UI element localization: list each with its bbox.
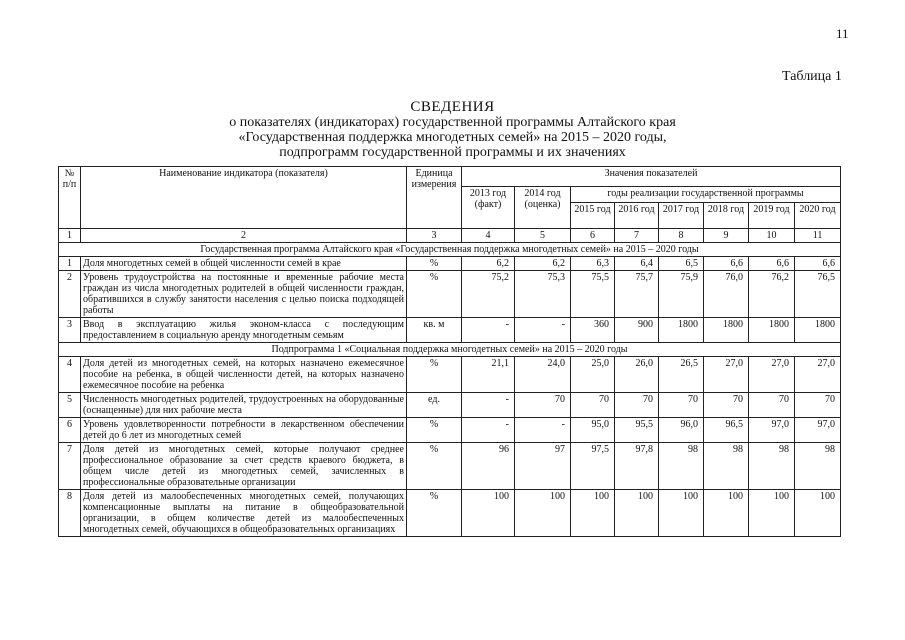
value-cell: 98 <box>704 443 749 490</box>
page-number: 11 <box>836 26 849 41</box>
value-cell: 98 <box>659 443 704 490</box>
value-cell: 26,5 <box>659 357 704 393</box>
header-2020: 2020 год <box>795 203 841 229</box>
value-cell: 75,7 <box>615 271 659 318</box>
value-cell: 97,0 <box>749 418 795 443</box>
title-line-4: подпрограмм государственной программы и их значениях <box>279 145 626 160</box>
value-cell: 360 <box>571 318 615 343</box>
title-line-3: «Государственная поддержка многодетных семей» на 2015 – 2020 годы, <box>238 130 667 145</box>
value-cell: 100 <box>704 490 749 537</box>
row-number: 6 <box>59 418 81 443</box>
table-row <box>59 318 841 343</box>
value-cell: 70 <box>515 393 571 418</box>
column-number: 1 <box>59 229 81 243</box>
table-row <box>59 393 841 418</box>
header-2019: 2019 год <box>749 203 795 229</box>
unit-cell: % <box>407 271 462 318</box>
unit-cell: кв. м <box>407 318 462 343</box>
value-cell: 96,0 <box>659 418 704 443</box>
column-number: 4 <box>462 229 515 243</box>
indicator-name: Уровень удовлетворенности потребности в лекарственном обеспечении детей до 6 лет из многодетных семей <box>81 418 407 443</box>
unit-cell: % <box>407 443 462 490</box>
value-cell: 95,5 <box>615 418 659 443</box>
section-title: Государственная программа Алтайского края «Государственная поддержка многодетных семей» на 2015 – 2020 годы <box>59 243 841 257</box>
value-cell: 6,4 <box>615 257 659 271</box>
value-cell: 75,9 <box>659 271 704 318</box>
column-number: 11 <box>795 229 841 243</box>
table-row <box>59 418 841 443</box>
value-cell: 1800 <box>749 318 795 343</box>
header-2013: 2013 год (факт) <box>462 187 515 229</box>
value-cell: 98 <box>795 443 841 490</box>
value-cell: 75,5 <box>571 271 615 318</box>
indicator-name: Доля детей из многодетных семей, которые получают среднее профессиональное образование за счет средств краевого бюджета, в общем числе детей из многодетных семей, зачисленных в профессиональные образовательные организации <box>81 443 407 490</box>
value-cell: 70 <box>659 393 704 418</box>
table-row <box>59 357 841 393</box>
header-2018: 2018 год <box>704 203 749 229</box>
value-cell: 6,2 <box>515 257 571 271</box>
value-cell: 25,0 <box>571 357 615 393</box>
value-cell: - <box>462 318 515 343</box>
value-cell: 6,2 <box>462 257 515 271</box>
indicator-name: Доля детей из малообеспеченных многодетных семей, получающих компенсационные выплаты на питание в общеобразовательной организации, в общем количестве детей из малообеспеченных многодетных семей, обучающихся в общеобразовательных организациях <box>81 490 407 537</box>
value-cell: 100 <box>462 490 515 537</box>
section-title: Подпрограмма 1 «Социальная поддержка многодетных семей» на 2015 – 2020 годы <box>59 343 841 357</box>
value-cell: 26,0 <box>615 357 659 393</box>
column-number: 9 <box>704 229 749 243</box>
header-program-years: годы реализации государственной программы <box>571 187 841 203</box>
value-cell: 1800 <box>795 318 841 343</box>
value-cell: 97,5 <box>571 443 615 490</box>
title-line-1: СВЕДЕНИЯ <box>410 99 495 115</box>
value-cell: 97,8 <box>615 443 659 490</box>
header-unit: Единица измерения <box>407 167 462 229</box>
value-cell: 21,1 <box>462 357 515 393</box>
row-number: 8 <box>59 490 81 537</box>
value-cell: 96 <box>462 443 515 490</box>
value-cell: 96,5 <box>704 418 749 443</box>
value-cell: 70 <box>571 393 615 418</box>
header-2014: 2014 год (оценка) <box>515 187 571 229</box>
column-number: 7 <box>615 229 659 243</box>
value-cell: 76,0 <box>704 271 749 318</box>
header-2016: 2016 год <box>615 203 659 229</box>
unit-cell: % <box>407 490 462 537</box>
indicators-table <box>58 166 841 537</box>
section-row <box>59 343 841 357</box>
value-cell: - <box>462 418 515 443</box>
value-cell: 100 <box>659 490 704 537</box>
column-number: 5 <box>515 229 571 243</box>
value-cell: 100 <box>571 490 615 537</box>
value-cell: 1800 <box>704 318 749 343</box>
row-number: 1 <box>59 257 81 271</box>
value-cell: 98 <box>749 443 795 490</box>
value-cell: 70 <box>615 393 659 418</box>
value-cell: 6,6 <box>795 257 841 271</box>
document-title <box>0 100 905 160</box>
row-number: 7 <box>59 443 81 490</box>
unit-cell: % <box>407 257 462 271</box>
row-number: 3 <box>59 318 81 343</box>
value-cell: 100 <box>749 490 795 537</box>
indicator-name: Ввод в эксплуатацию жилья эконом-класса с последующим предоставлением в социальную аренду многодетным семьям <box>81 318 407 343</box>
value-cell: 900 <box>615 318 659 343</box>
value-cell: 97,0 <box>795 418 841 443</box>
header-2015: 2015 год <box>571 203 615 229</box>
indicator-name: Уровень трудоустройства на постоянные и временные рабочие места граждан из числа многодетных родителей в общей численности граждан, обратившихся в службу занятости населения с целью поиска подходящей работы <box>81 271 407 318</box>
header-values-group: Значения показателей <box>462 167 841 187</box>
value-cell: 100 <box>615 490 659 537</box>
value-cell: 76,2 <box>749 271 795 318</box>
value-cell: - <box>515 418 571 443</box>
table-row <box>59 443 841 490</box>
value-cell: 27,0 <box>704 357 749 393</box>
value-cell: 1800 <box>659 318 704 343</box>
value-cell: 76,5 <box>795 271 841 318</box>
value-cell: - <box>515 318 571 343</box>
row-number: 5 <box>59 393 81 418</box>
value-cell: 100 <box>795 490 841 537</box>
indicator-name: Доля многодетных семей в общей численности семей в крае <box>81 257 407 271</box>
value-cell: 27,0 <box>749 357 795 393</box>
column-number: 10 <box>749 229 795 243</box>
column-numbers-row <box>59 229 841 243</box>
column-number: 8 <box>659 229 704 243</box>
column-number: 3 <box>407 229 462 243</box>
header-2017: 2017 год <box>659 203 704 229</box>
unit-cell: ед. <box>407 393 462 418</box>
value-cell: 70 <box>795 393 841 418</box>
indicator-name: Доля детей из многодетных семей, на которых назначено ежемесячное пособие на ребенка, в общей численности детей, на которых назначено ежемесячное пособие на ребенка <box>81 357 407 393</box>
value-cell: 75,2 <box>462 271 515 318</box>
table-row <box>59 271 841 318</box>
column-number: 2 <box>81 229 407 243</box>
value-cell: 97 <box>515 443 571 490</box>
value-cell: 70 <box>749 393 795 418</box>
value-cell: 24,0 <box>515 357 571 393</box>
unit-cell: % <box>407 418 462 443</box>
section-row <box>59 243 841 257</box>
header-name: Наименование индикатора (показателя) <box>81 167 407 229</box>
value-cell: 27,0 <box>795 357 841 393</box>
value-cell: 70 <box>704 393 749 418</box>
value-cell: 6,6 <box>704 257 749 271</box>
value-cell: - <box>462 393 515 418</box>
row-number: 2 <box>59 271 81 318</box>
value-cell: 100 <box>515 490 571 537</box>
value-cell: 75,3 <box>515 271 571 318</box>
header-num: № п/п <box>59 167 81 229</box>
value-cell: 95,0 <box>571 418 615 443</box>
value-cell: 6,6 <box>749 257 795 271</box>
table-row <box>59 257 841 271</box>
column-number: 6 <box>571 229 615 243</box>
row-number: 4 <box>59 357 81 393</box>
table-row <box>59 490 841 537</box>
unit-cell: % <box>407 357 462 393</box>
value-cell: 6,3 <box>571 257 615 271</box>
indicator-name: Численность многодетных родителей, трудоустроенных на оборудованные (оснащенные) для них рабочие места <box>81 393 407 418</box>
title-line-2: о показателях (индикаторах) государственной программы Алтайского края <box>229 115 676 130</box>
value-cell: 6,5 <box>659 257 704 271</box>
table-label: Таблица 1 <box>782 69 842 84</box>
